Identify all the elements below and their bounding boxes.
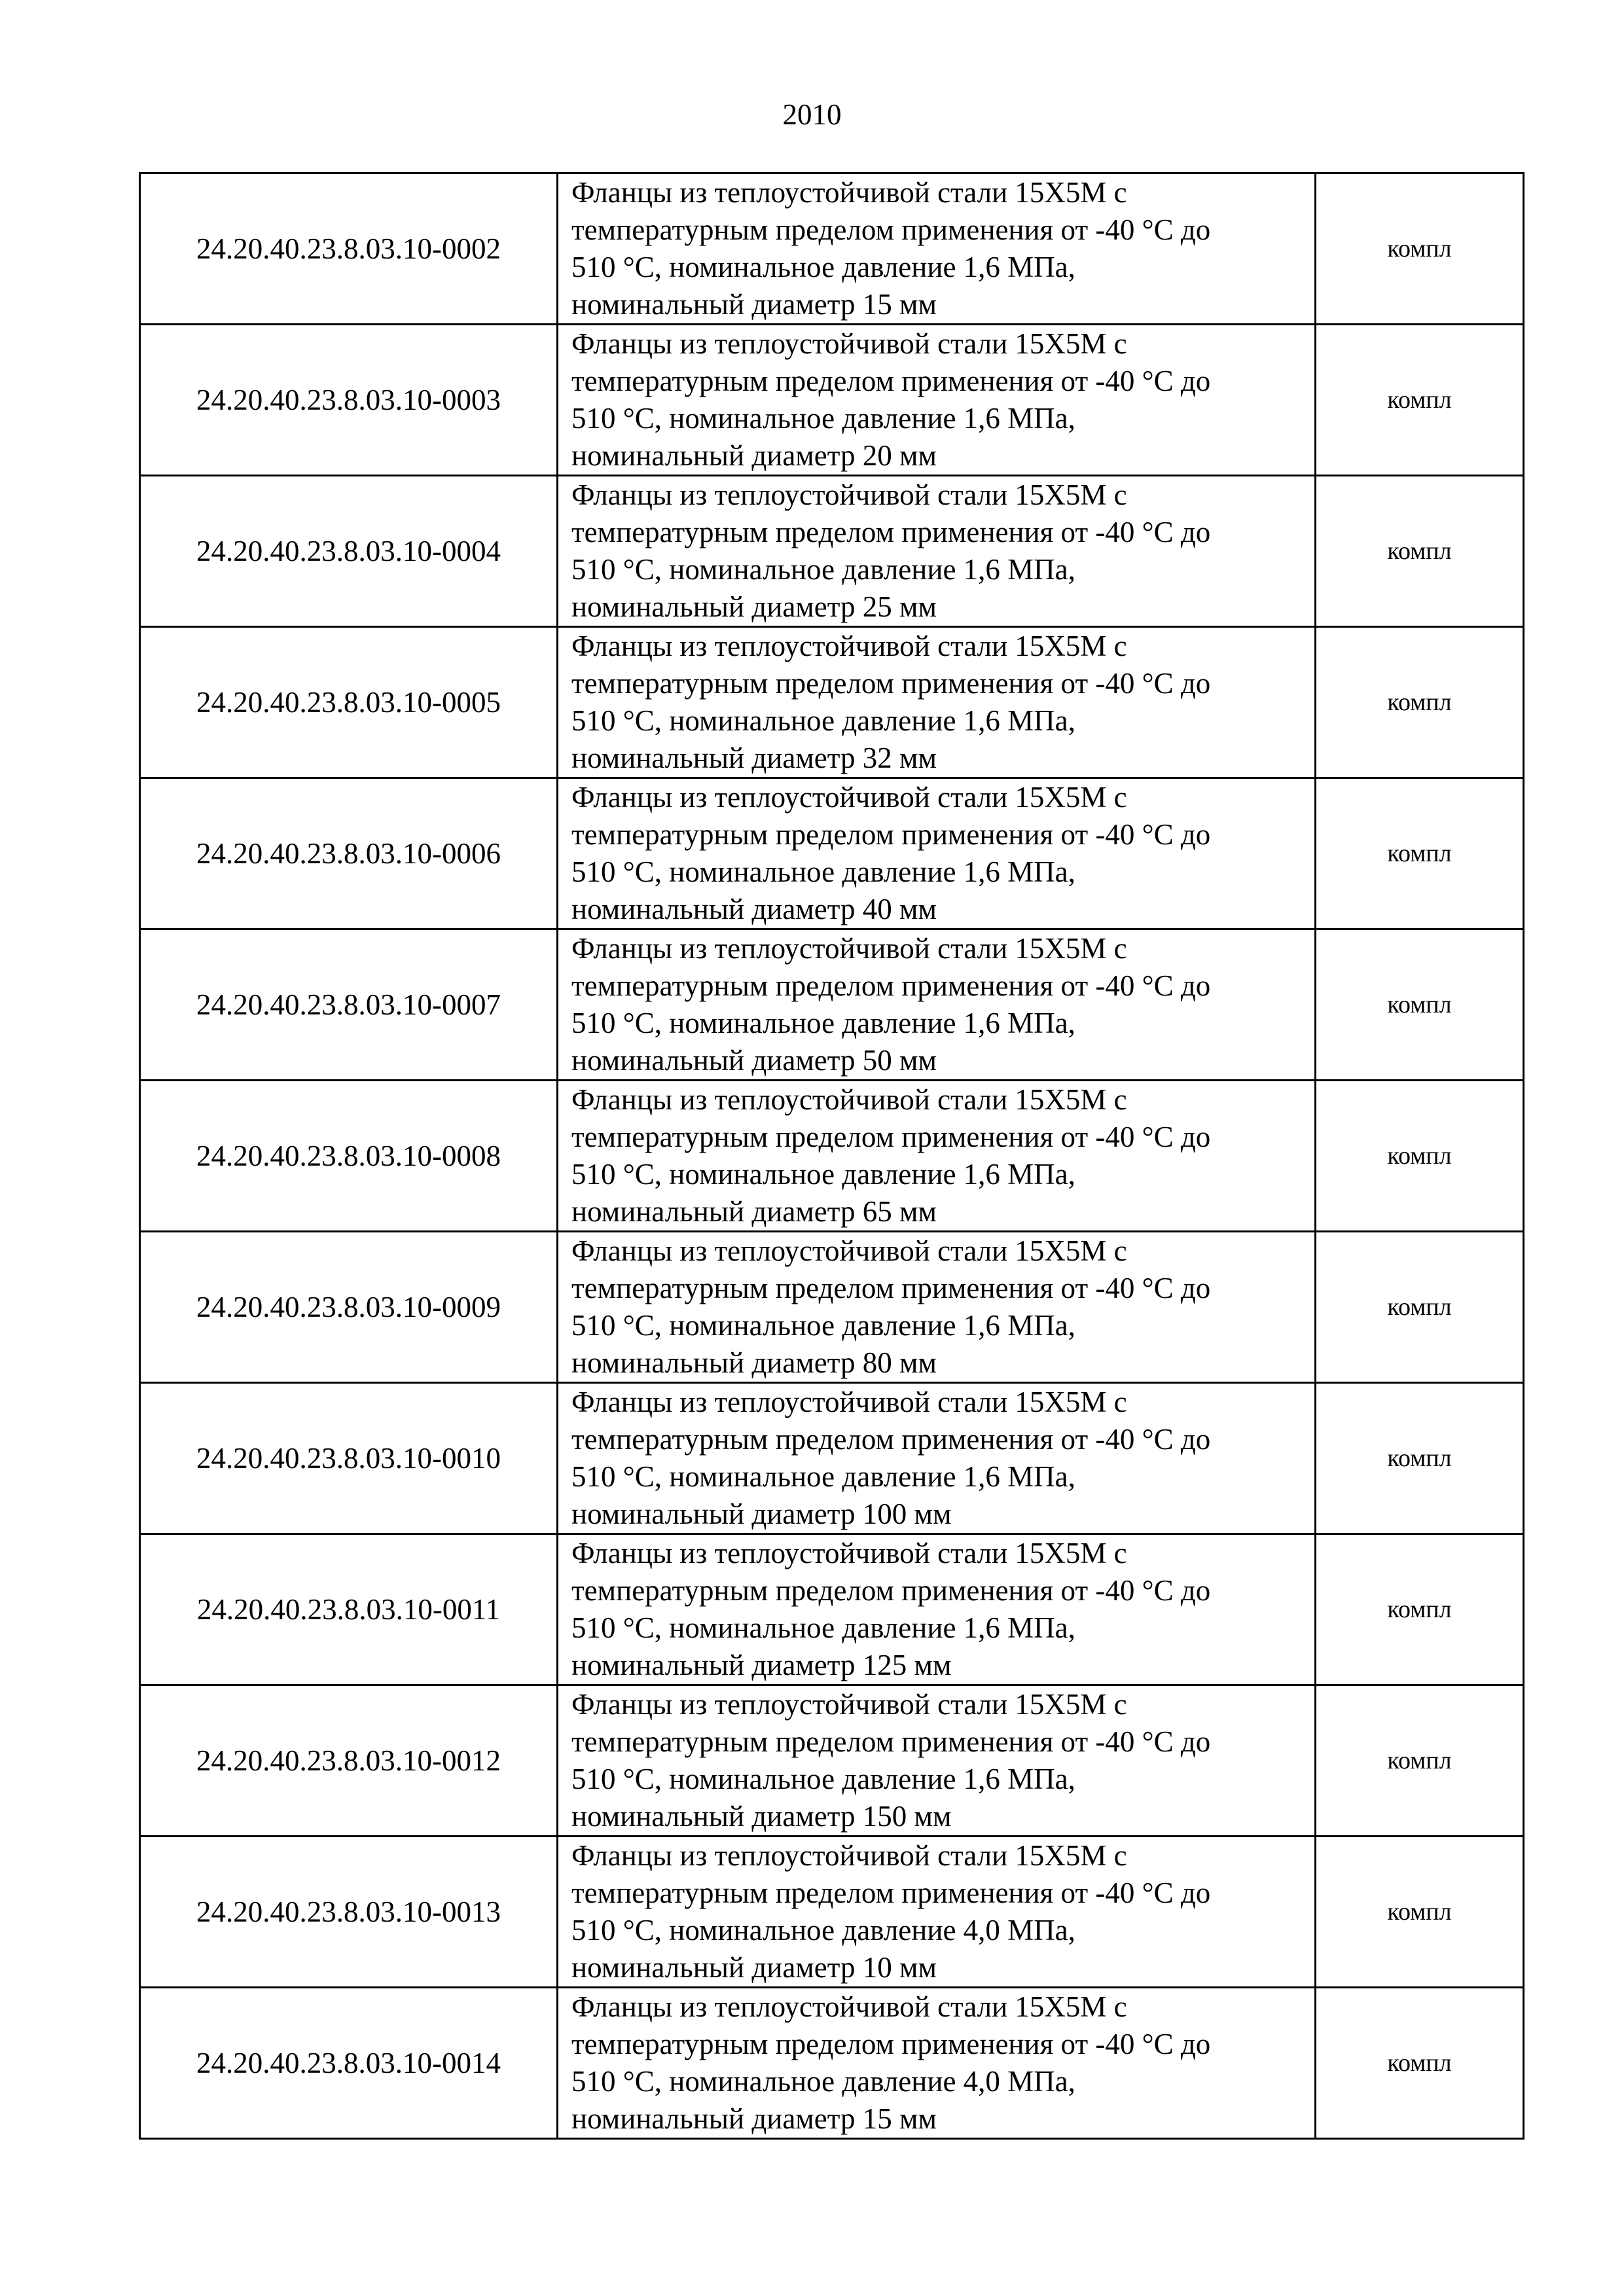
description-line: номинальный диаметр 15 мм <box>571 288 937 321</box>
description-line: номинальный диаметр 25 мм <box>571 590 937 623</box>
description-line: температурным пределом применения от -40 °С до <box>571 365 1211 397</box>
table-row <box>140 173 1524 325</box>
resource-code: 24.20.40.23.8.03.10-0002 <box>140 173 558 325</box>
description-line: Фланцы из теплоустойчивой стали 15Х5М с <box>571 176 1127 209</box>
resource-code: 24.20.40.23.8.03.10-0012 <box>140 1685 558 1837</box>
description-line: температурным пределом применения от -40 °С до <box>571 1121 1211 1153</box>
description-line: номинальный диаметр 32 мм <box>571 742 937 774</box>
description-line: 510 °С, номинальное давление 1,6 МПа, <box>571 1309 1075 1342</box>
description-line: 510 °С, номинальное давление 4,0 МПа, <box>571 2065 1075 2098</box>
resource-code: 24.20.40.23.8.03.10-0009 <box>140 1232 558 1383</box>
description-line: 510 °С, номинальное давление 1,6 МПа, <box>571 1007 1075 1039</box>
description-line: 510 °С, номинальное давление 1,6 МПа, <box>571 1158 1075 1191</box>
description-line: номинальный диаметр 80 мм <box>571 1346 937 1379</box>
description-line: температурным пределом применения от -40 °С до <box>571 969 1211 1002</box>
resource-description <box>558 778 1316 929</box>
resource-code: 24.20.40.23.8.03.10-0005 <box>140 627 558 778</box>
resource-code: 24.20.40.23.8.03.10-0004 <box>140 476 558 627</box>
description-line: температурным пределом применения от -40 °С до <box>571 818 1211 851</box>
table-row <box>140 929 1524 1081</box>
resource-table <box>139 172 1525 2140</box>
unit-of-measure: компл <box>1316 1837 1524 1988</box>
description-line: температурным пределом применения от -40 °С до <box>571 667 1211 700</box>
unit-of-measure: компл <box>1316 1383 1524 1534</box>
resource-code: 24.20.40.23.8.03.10-0006 <box>140 778 558 929</box>
description-line: номинальный диаметр 65 мм <box>571 1195 937 1228</box>
resource-description <box>558 1837 1316 1988</box>
description-line: номинальный диаметр 15 мм <box>571 2102 937 2135</box>
description-line: Фланцы из теплоустойчивой стали 15Х5М с <box>571 1537 1127 1570</box>
table-row <box>140 1534 1524 1685</box>
resource-code: 24.20.40.23.8.03.10-0007 <box>140 929 558 1081</box>
description-line: температурным пределом применения от -40 °С до <box>571 1272 1211 1304</box>
description-line: Фланцы из теплоустойчивой стали 15Х5М с <box>571 1386 1127 1418</box>
description-line: температурным пределом применения от -40 °С до <box>571 1725 1211 1758</box>
description-line: температурным пределом применения от -40 °С до <box>571 213 1211 246</box>
description-line: 510 °С, номинальное давление 4,0 МПа, <box>571 1914 1075 1946</box>
unit-of-measure: компл <box>1316 173 1524 325</box>
resource-description <box>558 325 1316 476</box>
description-line: Фланцы из теплоустойчивой стали 15Х5М с <box>571 1083 1127 1116</box>
resource-code: 24.20.40.23.8.03.10-0010 <box>140 1383 558 1534</box>
table-row <box>140 1081 1524 1232</box>
resource-description <box>558 1232 1316 1383</box>
table-row <box>140 778 1524 929</box>
table-row <box>140 1837 1524 1988</box>
resource-code: 24.20.40.23.8.03.10-0014 <box>140 1988 558 2139</box>
table-row <box>140 627 1524 778</box>
unit-of-measure: компл <box>1316 476 1524 627</box>
description-line: 510 °С, номинальное давление 1,6 МПа, <box>571 704 1075 737</box>
description-line: Фланцы из теплоустойчивой стали 15Х5М с <box>571 478 1127 511</box>
description-line: 510 °С, номинальное давление 1,6 МПа, <box>571 1460 1075 1493</box>
resource-code: 24.20.40.23.8.03.10-0011 <box>140 1534 558 1685</box>
unit-of-measure: компл <box>1316 929 1524 1081</box>
description-line: номинальный диаметр 50 мм <box>571 1044 937 1077</box>
description-line: температурным пределом применения от -40 °С до <box>571 1876 1211 1909</box>
resource-description <box>558 1685 1316 1837</box>
resource-description <box>558 1081 1316 1232</box>
table-row <box>140 1988 1524 2139</box>
description-line: Фланцы из теплоустойчивой стали 15Х5М с <box>571 781 1127 814</box>
description-line: температурным пределом применения от -40 °С до <box>571 1423 1211 1456</box>
resource-description <box>558 476 1316 627</box>
description-line: Фланцы из теплоустойчивой стали 15Х5М с <box>571 932 1127 965</box>
unit-of-measure: компл <box>1316 1081 1524 1232</box>
table-row <box>140 1383 1524 1534</box>
unit-of-measure: компл <box>1316 1232 1524 1383</box>
description-line: номинальный диаметр 20 мм <box>571 439 937 472</box>
table-row <box>140 1685 1524 1837</box>
resource-description <box>558 1534 1316 1685</box>
resource-code: 24.20.40.23.8.03.10-0008 <box>140 1081 558 1232</box>
description-line: 510 °С, номинальное давление 1,6 МПа, <box>571 251 1075 283</box>
description-line: Фланцы из теплоустойчивой стали 15Х5М с <box>571 630 1127 662</box>
description-line: номинальный диаметр 125 мм <box>571 1649 952 1681</box>
table-row <box>140 325 1524 476</box>
unit-of-measure: компл <box>1316 778 1524 929</box>
table-row <box>140 476 1524 627</box>
description-line: номинальный диаметр 10 мм <box>571 1951 937 1984</box>
resource-description <box>558 627 1316 778</box>
resource-description <box>558 929 1316 1081</box>
description-line: 510 °С, номинальное давление 1,6 МПа, <box>571 855 1075 888</box>
description-line: Фланцы из теплоустойчивой стали 15Х5М с <box>571 1990 1127 2023</box>
description-line: номинальный диаметр 40 мм <box>571 893 937 925</box>
resource-code: 24.20.40.23.8.03.10-0013 <box>140 1837 558 1988</box>
resource-description <box>558 1383 1316 1534</box>
description-line: Фланцы из теплоустойчивой стали 15Х5М с <box>571 1688 1127 1721</box>
resource-code: 24.20.40.23.8.03.10-0003 <box>140 325 558 476</box>
description-line: 510 °С, номинальное давление 1,6 МПа, <box>571 402 1075 435</box>
unit-of-measure: компл <box>1316 1988 1524 2139</box>
description-line: температурным пределом применения от -40 °С до <box>571 1574 1211 1607</box>
unit-of-measure: компл <box>1316 1685 1524 1837</box>
description-line: номинальный диаметр 150 мм <box>571 1800 952 1833</box>
table-row <box>140 1232 1524 1383</box>
description-line: температурным пределом применения от -40 °С до <box>571 2028 1211 2060</box>
description-line: 510 °С, номинальное давление 1,6 МПа, <box>571 1611 1075 1644</box>
resource-description <box>558 1988 1316 2139</box>
table-body <box>140 173 1524 2139</box>
unit-of-measure: компл <box>1316 627 1524 778</box>
page-number: 2010 <box>782 98 842 131</box>
unit-of-measure: компл <box>1316 325 1524 476</box>
description-line: температурным пределом применения от -40 °С до <box>571 516 1211 548</box>
description-line: 510 °С, номинальное давление 1,6 МПа, <box>571 1763 1075 1795</box>
description-line: Фланцы из теплоустойчивой стали 15Х5М с <box>571 1234 1127 1267</box>
description-line: Фланцы из теплоустойчивой стали 15Х5М с <box>571 327 1127 360</box>
description-line: номинальный диаметр 100 мм <box>571 1498 952 1530</box>
unit-of-measure: компл <box>1316 1534 1524 1685</box>
description-line: 510 °С, номинальное давление 1,6 МПа, <box>571 553 1075 586</box>
description-line: Фланцы из теплоустойчивой стали 15Х5М с <box>571 1839 1127 1872</box>
resource-description <box>558 173 1316 325</box>
